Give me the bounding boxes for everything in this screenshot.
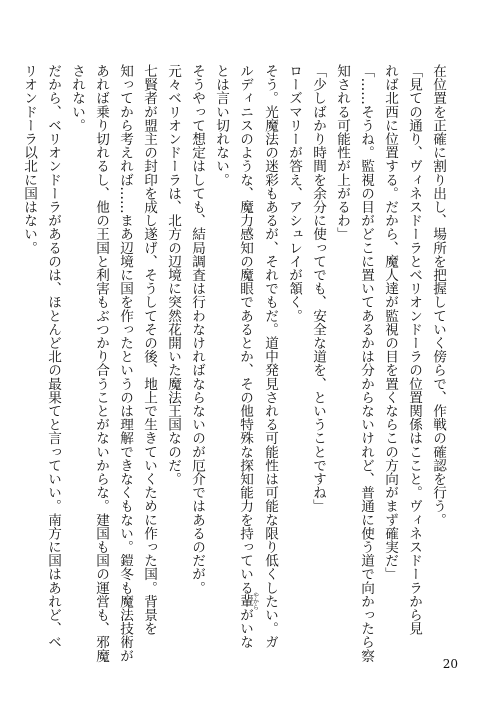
text-line-17: だから、ベリオンドーラがあるのは、ほとんど北の最果てと言っていい。南方に国はあれど、ベ bbox=[45, 64, 61, 649]
ruby-reading: やから bbox=[251, 592, 259, 611]
text-line-9 bbox=[233, 64, 259, 649]
text-line-13: 七賢者が盟主の封印を成し遂げ、そうしてその後、地上で生きていくために作った国。背景を bbox=[141, 64, 157, 636]
text-line-15: あれば乗り切れるし、他の王国と利害もぶつかり合うことがないからな。建国も国の運営も、邪魔 bbox=[93, 64, 109, 663]
vertical-text-body bbox=[21, 64, 450, 663]
text-line-2: 「見ての通り、ヴィネスドーラとベリオンドーラの位置関係はここと。ヴィネスドーラから見 bbox=[406, 64, 422, 636]
text-line-16: されない。 bbox=[69, 64, 85, 132]
text-line-4: 「……そうね。監視の目がどこに置いてあるかは分からないけれど、普通に使う道で向かったら察 bbox=[358, 64, 374, 663]
text-line-3: れば北西に位置する。だから、魔人達が監視の目を置くならこの方向がまず確実だ」 bbox=[382, 64, 398, 581]
text-line-12: 元々ベリオンドーラは、北方の辺境に突然花開いた魔法王国なのだ。 bbox=[165, 64, 181, 486]
text-line-1: 在位置を正確に割り出し、場所を把握していく傍らで、作戦の確認を行う。 bbox=[430, 64, 446, 527]
ruby-base: 輩 bbox=[237, 592, 253, 611]
text-line-18: リオンドーラ以北に国はない。 bbox=[21, 64, 37, 255]
text-line-9-main: ルディニスのような、魔力感知の魔眼であるとか、その他特殊な探知能力を持っている bbox=[237, 64, 253, 595]
text-line-6: 「少しばかり時間を余分に使ってでも、安全な道を、ということですね」 bbox=[310, 64, 326, 513]
text-line-10: とは言い切れない。 bbox=[213, 64, 229, 187]
text-line-5: 知される可能性が上がるわ」 bbox=[334, 64, 350, 241]
page-number: 20 bbox=[442, 657, 458, 671]
ruby-annotation bbox=[237, 592, 259, 611]
text-line-7: ローズマリーが答え、アシュレイが頷く。 bbox=[286, 64, 302, 323]
text-line-9-tail: がいな bbox=[237, 608, 253, 649]
text-line-8: そう。光魔法の迷彩もあるが、それでもだ。道中発見される可能性は可能な限り低くしたい。ガ bbox=[262, 64, 278, 649]
text-line-11: そうやって想定はしても、結局調査は行わなければならないのが厄介ではあるのだが。 bbox=[189, 64, 205, 595]
text-line-14: 知ってから考えれば……まあ辺境に国を作ったというのは理解できなくもない。鎧冬も魔法技術が bbox=[117, 64, 133, 663]
